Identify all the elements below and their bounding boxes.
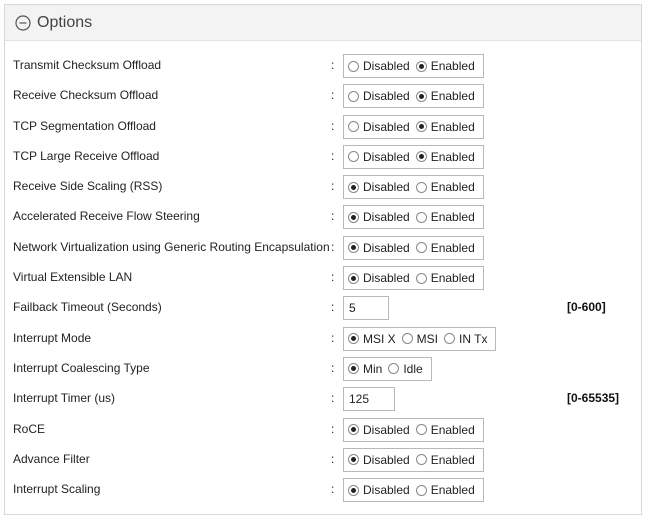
radio-option-enabled[interactable] [416,271,475,285]
radio-checked-icon[interactable] [348,212,359,223]
option-label: TCP Large Receive Offload [13,148,160,163]
radio-option-label: Disabled [363,271,410,286]
failback-timeout-seconds-input[interactable] [343,296,389,320]
option-label: Virtual Extensible LAN [13,270,133,285]
radio-unchecked-icon[interactable] [388,363,399,374]
option-label: Interrupt Mode [13,330,92,345]
option-label: RoCE [13,421,46,436]
radio-option-label: Enabled [430,483,475,498]
radio-option-enabled[interactable] [416,89,475,103]
radio-checked-icon[interactable] [348,242,359,253]
radio-unchecked-icon[interactable] [444,333,455,344]
options-header[interactable] [5,5,641,41]
label-separator: : [331,330,335,345]
radio-group [343,54,484,78]
radio-option-label: Enabled [430,59,475,73]
radio-option-label: MSI X [363,331,396,346]
option-row-failback-timeout-seconds [5,293,641,323]
radio-option-disabled[interactable] [348,483,410,497]
label-separator: : [331,391,335,406]
option-row-interrupt-scaling [5,475,641,505]
radio-option-label: Enabled [430,89,475,104]
radio-unchecked-icon[interactable] [416,212,427,223]
option-row-tcp-large-receive-offload [5,142,641,172]
label-separator: : [331,451,335,466]
option-row-advance-filter [5,445,641,475]
radio-option-label: Enabled [430,240,475,255]
radio-checked-icon[interactable] [348,485,359,496]
options-panel [4,4,642,515]
option-row-network-virtualization-using-generic-routing-encapsulation [5,233,641,263]
radio-checked-icon[interactable] [348,273,359,284]
radio-unchecked-icon[interactable] [416,242,427,253]
label-separator: : [331,118,335,133]
radio-group [343,327,496,351]
radio-option-label: IN Tx [459,331,488,346]
radio-option-label: Enabled [430,119,475,134]
radio-option-label: Disabled [363,89,410,104]
radio-option-label: Disabled [363,149,410,164]
radio-option-label: Min [363,361,383,376]
radio-unchecked-icon[interactable] [416,182,427,193]
radio-option-label: Enabled [430,452,475,467]
radio-option-disabled[interactable] [348,150,410,164]
option-label: TCP Segmentation Offload [13,118,156,133]
radio-unchecked-icon[interactable] [348,121,359,132]
range-hint: [0-600] [567,300,606,315]
radio-option-enabled[interactable] [416,120,475,134]
label-separator: : [331,88,335,103]
radio-checked-icon[interactable] [416,91,427,102]
option-label: Receive Side Scaling (RSS) [13,179,163,194]
range-hint: [0-65535] [567,391,620,406]
radio-option-label: Disabled [363,422,410,437]
option-label: Failback Timeout (Seconds) [13,300,162,315]
radio-option-enabled[interactable] [416,423,475,437]
radio-option-disabled[interactable] [348,423,410,437]
radio-option-in-tx[interactable] [444,332,487,346]
radio-option-label: Disabled [363,210,410,225]
options-list [5,51,641,505]
radio-group [343,266,484,290]
option-row-transmit-checksum-offload [5,51,641,81]
radio-unchecked-icon[interactable] [416,424,427,435]
radio-unchecked-icon[interactable] [348,91,359,102]
label-separator: : [331,300,335,315]
option-row-virtual-extensible-lan [5,263,641,293]
option-label: Advance Filter [13,451,90,466]
radio-option-enabled[interactable] [416,453,475,467]
radio-option-enabled[interactable] [416,210,475,224]
radio-checked-icon[interactable] [416,151,427,162]
option-label: Interrupt Scaling [13,482,101,497]
radio-option-msi-x[interactable] [348,332,396,346]
radio-unchecked-icon[interactable] [402,333,413,344]
label-separator: : [331,209,335,224]
radio-option-label: Disabled [363,119,410,134]
radio-unchecked-icon[interactable] [416,485,427,496]
radio-group [343,115,484,139]
option-row-receive-side-scaling-rss [5,172,641,202]
radio-option-disabled[interactable] [348,120,410,134]
radio-option-disabled[interactable] [348,59,410,73]
radio-checked-icon[interactable] [416,121,427,132]
radio-option-label: Enabled [430,180,475,195]
radio-option-idle[interactable] [388,362,422,376]
label-separator: : [331,360,335,375]
radio-checked-icon[interactable] [348,363,359,374]
radio-group [343,448,484,472]
radio-unchecked-icon[interactable] [348,151,359,162]
radio-group [343,236,484,260]
radio-option-label: Disabled [363,452,410,467]
option-row-tcp-segmentation-offload [5,112,641,142]
radio-option-label: MSI [416,331,439,346]
radio-unchecked-icon[interactable] [348,61,359,72]
radio-option-label: Enabled [430,271,475,286]
radio-option-disabled[interactable] [348,453,410,467]
radio-group [343,205,484,229]
radio-group [343,418,484,442]
label-separator: : [331,270,335,285]
radio-option-label: Idle [403,361,423,376]
label-separator: : [331,239,335,254]
radio-group [343,357,432,381]
interrupt-timer-us-input[interactable] [343,387,395,411]
radio-checked-icon[interactable] [348,424,359,435]
radio-checked-icon[interactable] [416,61,427,72]
option-row-interrupt-timer-us [5,384,641,414]
option-label: Transmit Checksum Offload [13,58,162,72]
radio-option-label: Disabled [363,59,410,73]
radio-option-enabled[interactable] [416,150,475,164]
option-row-interrupt-mode [5,324,641,354]
radio-option-disabled[interactable] [348,241,410,255]
radio-group [343,84,484,108]
radio-option-disabled[interactable] [348,271,410,285]
radio-option-enabled[interactable] [416,59,475,73]
radio-option-label: Disabled [363,483,410,498]
radio-option-disabled[interactable] [348,180,410,194]
collapse-minus-icon[interactable] [15,15,31,31]
radio-option-label: Enabled [430,149,475,164]
radio-option-label: Disabled [363,180,410,195]
radio-option-disabled[interactable] [348,210,410,224]
option-row-receive-checksum-offload [5,81,641,111]
radio-option-label: Enabled [430,210,475,225]
radio-group [343,145,484,169]
radio-unchecked-icon[interactable] [416,273,427,284]
radio-option-enabled[interactable] [416,483,475,497]
label-separator: : [331,421,335,436]
label-separator: : [331,148,335,163]
option-row-interrupt-coalescing-type [5,354,641,384]
label-separator: : [331,58,335,72]
radio-option-enabled[interactable] [416,241,475,255]
option-label: Interrupt Timer (us) [13,391,116,406]
radio-option-disabled[interactable] [348,89,410,103]
radio-checked-icon[interactable] [348,454,359,465]
option-label: Interrupt Coalescing Type [13,360,150,375]
radio-option-label: Enabled [430,422,475,437]
radio-unchecked-icon[interactable] [416,454,427,465]
panel-title: Options [37,13,93,31]
label-separator: : [331,482,335,497]
option-label: Receive Checksum Offload [13,88,159,103]
option-row-roce [5,415,641,445]
radio-option-enabled[interactable] [416,180,475,194]
radio-option-min[interactable] [348,362,382,376]
radio-option-label: Disabled [363,240,410,255]
radio-checked-icon[interactable] [348,333,359,344]
option-label: Network Virtualization using Generic Routing Encapsulation [13,239,330,254]
label-separator: : [331,179,335,194]
option-label: Accelerated Receive Flow Steering [13,209,200,224]
radio-checked-icon[interactable] [348,182,359,193]
radio-option-msi[interactable] [402,332,438,346]
radio-group [343,478,484,502]
radio-group [343,175,484,199]
option-row-accelerated-receive-flow-steering [5,202,641,232]
